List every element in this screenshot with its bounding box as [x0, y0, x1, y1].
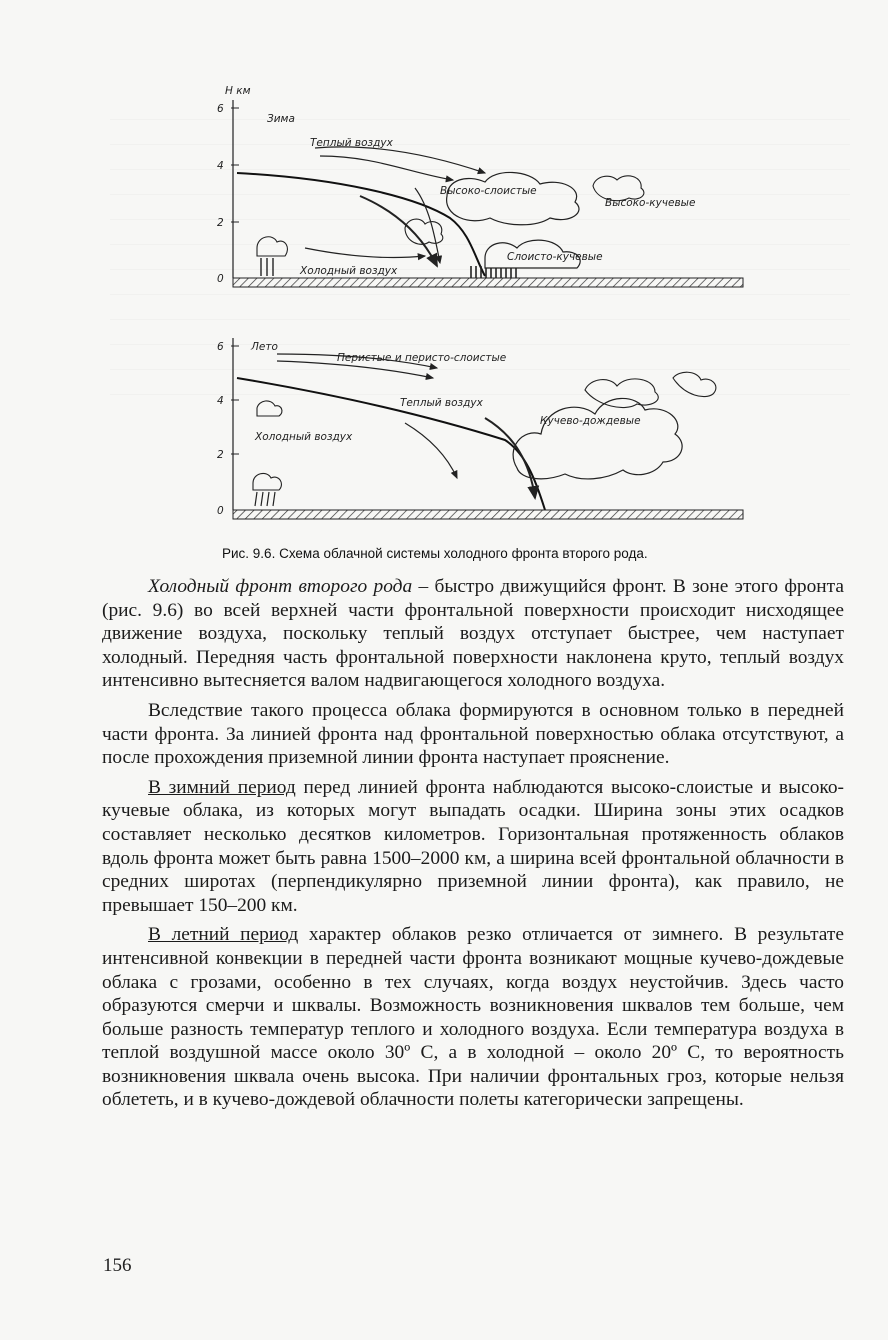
altostratus-cloud — [447, 172, 579, 224]
summer-tick-4: 4 — [217, 395, 224, 407]
paragraph-4 — [102, 923, 844, 1112]
page-number: 156 — [103, 1255, 132, 1276]
winter-tick-2: 2 — [217, 217, 224, 229]
winter-season-label: Зима — [267, 113, 295, 125]
altostratus-label: Высоко-слоистые — [440, 185, 537, 197]
paragraph-3-text: перед линией фронта наблюдаются высоко-слоистые и высоко-кучевые облака, из которых могут выпадать осадки. Ширина зоны этих осадков составляет несколько десятков километров. Горизонтальная протяженность облаков вдоль фронта может быть равна 1500–2000 км, а ширина всей фронтальной облачности в средних широтах (перпендикулярно приземной линии фронта), как правило, не превышает 150–200 км. — [102, 776, 844, 916]
figure-caption: Рис. 9.6. Схема облачной системы холодного фронта второго рода. — [222, 546, 648, 561]
summer-frontal-surface — [237, 378, 545, 510]
summer-season-label: Лето — [251, 341, 278, 353]
paragraph-1-text: – быстро движущийся фронт. В зоне этого фронта (рис. 9.6) во всей верхней части фронтальной поверхности происходит нисходящее движение воздуха, поскольку теплый воздух отступает быстрее, чем наступает холодный. Передняя часть фронтальной поверхности наклонена круто, теплый воздух интенсивно вытесняется валом надвигающегося холодного воздуха. — [102, 576, 844, 692]
cumulonimbus-label: Кучево-дождевые — [540, 415, 641, 427]
summer-tick-0: 0 — [217, 505, 224, 517]
winter-warm-air-label: Теплый воздух — [310, 137, 393, 149]
term-cold-front: Холодный фронт второго рода — [148, 576, 413, 597]
winter-tick-4: 4 — [217, 160, 224, 172]
height-axis-label: H км — [225, 85, 251, 97]
cirrostratus-cloud — [585, 379, 658, 408]
altocumulus-label: Высоко-кучевые — [605, 197, 696, 209]
winter-panel — [217, 85, 743, 287]
summer-small-cloud — [253, 473, 281, 490]
summer-panel — [217, 338, 743, 519]
winter-tick-0: 0 — [217, 273, 224, 285]
summer-warm-air-label: Теплый воздух — [400, 397, 483, 409]
cold-front-diagram — [185, 78, 765, 538]
paragraph-2: Вследствие такого процесса облака формируются в основном только в передней части фронта. За линией фронта над фронтальной поверхностью облака отсутствуют, а после прохождения приземной линии фронта наступает прояснение. — [102, 699, 844, 769]
winter-small-cloud — [257, 237, 287, 256]
term-summer: В летний период — [148, 924, 299, 946]
cirrus-label: Перистые и перисто-слоистые — [337, 352, 507, 364]
cumulonimbus-cloud — [513, 398, 682, 478]
summer-tick-2: 2 — [217, 449, 224, 461]
summer-tick-6: 6 — [217, 341, 224, 353]
paragraph-3 — [102, 776, 844, 918]
winter-cold-air-label: Холодный воздух — [300, 265, 398, 277]
summer-ground — [233, 510, 743, 519]
paragraph-4-text: характер облаков резко отличается от зимнего. В результате интенсивной конвекции в передней части фронта возникают мощные кучево-дождевые облака с грозами, особенно в тех случаях, когда воздух неустойчив. Здесь часто образуются смерчи и шквалы. Возможность возникновения шквалов тем больше, чем больше разность температур теплого и холодного воздуха. Если температура воздуха в теплой воздушной массе около 30º С, а в холодной – около 20º С, то вероятность возникновения шквала очень высока. При наличии фронтальных гроз, которые нельзя облететь, и в кучево-дождевой облачности полеты категорически запрещены. — [102, 924, 844, 1111]
stratocumulus-label: Слоисто-кучевые — [507, 251, 603, 263]
term-winter: В зимний период — [148, 776, 296, 798]
summer-cold-air-label: Холодный воздух — [255, 431, 353, 443]
body-text — [102, 575, 844, 1112]
winter-tick-6: 6 — [217, 103, 224, 115]
paragraph-1 — [102, 575, 844, 693]
winter-ground — [233, 278, 743, 287]
